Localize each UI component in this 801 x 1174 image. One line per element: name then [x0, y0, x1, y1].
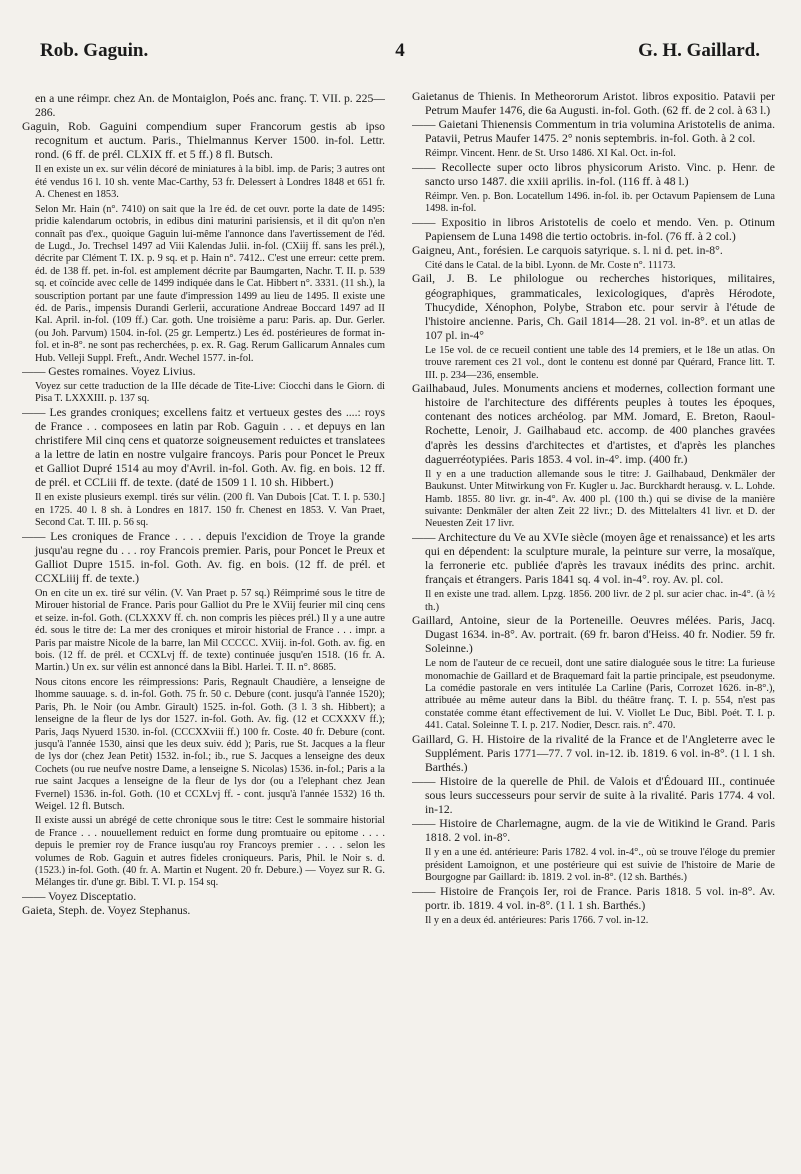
entry-grandes-croniques: —— Les grandes croniques; excellens faitz et vertueux gestes des ....: roys de France . . composees en latin par Rob. Gaguin . . . et depuys en lan christifere Mil cinq cens et quatorze soigneusement reduictes et translatees a la lettre de latin en nostre vulgaire francoys. Paris pour Poncet le Preux et Galliot Dupré 1514 au moy d'Avril. in-fol. Goth. Av. fig. en bois. 12 ff. de prél. et CCLiii ff. de texte. (daté de 1509 1 l. 10 sh. Hibbert.) [22, 405, 385, 490]
entry-gestes-romaines: —— Gestes romaines. Voyez Livius. [22, 364, 196, 378]
entry-gailhabaud: Gailhabaud, Jules. Monuments anciens et modernes, collection formant une histoire de l'architecture des différents peuples à toutes les époques, contenant des notices archéolog. par MM. Jomard, E. Breton, Raoul-Rochette, Lenoir, J. Gailhabaud etc. accomp. de 400 planches gravées d'après les dessins d'architectes et d'artistes, et d'après les planches daguerréotypiées. Paris 1853. 4 vol. in-4°. imp. (400 fr.) [412, 382, 775, 466]
entry-note: Il y en a une éd. antérieure: Paris 1782. 4 vol. in-4°., où se trouve l'éloge du premier président Lamoignon, et une postérieure qui est suivie de l'histoire de Marie de Bourgogne par Gaillard: ib. 1819. 2 vol. in-8°. (12 sh. Barthés.) [425, 847, 775, 884]
entry-note: Il en existe plusieurs exempl. tirés sur vélin. (200 fl. Van Dubois [Cat. T. I. p. 530.] en 1725. 40 l. 8 sh. à Londres en 1817. 150 fr. Chenest en 1853. V. Van Praet, Second Cat. T. III. p. 56 sq. [35, 492, 385, 529]
page-header [40, 40, 760, 66]
entry-note: Voyez sur cette traduction de la IIIe décade de Tite-Live: Ciocchi dans le Giorn. di Pisa T. LXXXIII. p. 137 sq. [35, 381, 385, 405]
page-number: 4 [395, 40, 405, 61]
entry-expositio: —— Expositio in libros Aristotelis de coelo et mendo. Ven. p. Otinum Papiensem de Luna 1498 die tertio octobris. in-fol. (76 ff. à 2 col.) [412, 215, 775, 243]
entry-note: Il y en a une traduction allemande sous le titre: J. Gailhabaud, Denkmäler der Baukunst. Unter Mitwirkung von Fr. Kugler u. Jac. Burckhardt herausg. v. L. Lohde. Hamb. 1855. 80 livr. gr. in-4°. Av. 400 pl. (100 th.) qui se divise de la manière suivante: Denkmäler der alten Zeit 22 livr.; D. des Mittelalters 41 livr. et D. der Neuesten Zeit 17 livr. [425, 468, 775, 530]
entry-gaieta: Gaieta, Steph. de. Voyez Stephanus. [22, 903, 191, 917]
entry-gaietanus: Gaietanus de Thienis. In Metheororum Aristot. libros expositio. Patavii per Petrum Maufer 1476, die 6a Augusti. in-fol. Goth. (62 ff. de 2 col. à 63 l.) [412, 90, 775, 118]
entry-note: Il en existe une trad. allem. Lpzg. 1856. 200 livr. de 2 pl. sur acier chac. in-4°. (à ½ th.) [425, 589, 775, 613]
entry-croniques-de-france: —— Les croniques de France . . . . depuis l'excidion de Troye la grande jusqu'au regne du . . . roy Francois premier. Paris, pour Poncet le Preux et Galliot Dupre 1515. in-fol. Goth. Av. fig. en bois. (12 ff. de prél. et CCXLiiij ff. de texte.) [22, 529, 385, 585]
entry-note: Réimpr. Ven. p. Bon. Locatellum 1496. in-fol. ib. per Octavum Papiensem de Luna 1498. in-fol. [425, 190, 775, 215]
entry-note: Il en existe un ex. sur vélin décoré de miniatures à la bibl. imp. de Paris; 3 autres ont été vendus 16 l. 10 sh. vente Mac-Carthy, 53 fr. Delessert à Londres 1848 et 651 fr. A. Chenest en 1853. [35, 164, 385, 201]
entry-note: en a une réimpr. chez An. de Montaiglon, Poés anc. franç. T. VII. p. 225—286. [35, 92, 385, 120]
header-right: G. H. Gaillard. [638, 40, 760, 61]
entry-note: Il y en a deux éd. antérieures: Paris 1766. 7 vol. in-12. [425, 914, 649, 926]
entry-note: Le nom de l'auteur de ce recueil, dont une satire dialoguée sous le titre: La furieuse monomachie de Gaillard et de Braquemard fait la partie principale, est pseudonyme. La comédie pastorale en vers intitulée La Carline (Paris, Corrozet 1626. in-8°.), attribuée au même auteur dans la Bibl. du théâtre franç. T. I. p. 554, n'est pas constatée comme étant effectivement de lui. V. Viollet Le Duc, Bibl. Poét. T. I. p. 441. Catal. Soleinne T. I. p. 217. Nodier, Descr. rais. n°. 470. [425, 658, 775, 732]
entry-gaguin: Gaguin, Rob. Gaguini compendium super Francorum gestis ab ipso recognitum et auctum. Paris., Thielmannus Kerver 1500. in-fol. Lettr. rond. (6 ff. de prél. CLXIX ff. et 5 ff.) 8 fl. Butsch. [22, 120, 385, 162]
entry-commentum: —— Gaietani Thienensis Commentum in tria volumina Aristotelis de anima. Patavii, Petrus Maufer 1475. 2° nonis septembris. in-fol. Goth. à 2 col. [412, 118, 775, 146]
entry-note: Cité dans le Catal. de la bibl. Lyonn. de Mr. Coste n°. 11173. [425, 260, 676, 272]
entry-note: Réimpr. Vincent. Henr. de St. Urso 1486. XI Kal. Oct. in-fol. [425, 148, 676, 160]
entry-note: Nous citons encore les réimpressions: Paris, Regnault Chaudière, a lenseigne de lhomme sauuage. s. d. in-fol. Goth. 75 fr. 50 c. Debure (cont. jusqu'à l'année 1520); Paris, Ph. le Noir (ou Ambr. Girault) 1525. in-fol. Goth. (3 l. 3 sh. Hibbert); a lenseigne de la fleur de lys dor 1527. in-fol. Goth. Av. fig. (12 et CCXXXV ff.); Paris, Jaqs Nyuerd 1530. in-fol. (CCCXXviii ff.) 100 fr. Coste. 40 fr. Debure (cont. jusqu'à l'année 1530, ainsi que les deux suiv. édd ); Paris, rue St. Jacques a la fleur de lys dor (chez Jean Petit) 1532. in-fol.; ib., rue S. Jacques a lenseigne des deux Cochets (ou rue neufve nostre Dame, a lenseigne S. Nicolas) 1536. in-fol.; Paris a la rue saint Jacques a lenseigne de la fleur de lys dor (ou a l'elephant chez Jean Fvernel) 1536. in-fol. Goth. (10 et CCXLvj ff. - cont. jusqu'à l'année 1532) 16 th. Weigel. 12 fl. Butsch. [35, 676, 385, 812]
entry-gaillard-gh: Gaillard, G. H. Histoire de la rivalité de la France et de l'Angleterre avec le Supplément. Paris 1771—77. 7 vol. in-12. ib. 1819. 6 vol. in-8°. (1 l. 1 sh. Barthés.) [412, 732, 775, 774]
entry-note: On en cite un ex. tiré sur vélin. (V. Van Praet p. 57 sq.) Réimprimé sous le titre de Mirouer historial de France. Paris pour Galliot du Pre le XViij feurier mil cinq cens et seize. in-fol. Goth. (CLXXXV ff. ch. non compris les pièces prél.) Il y a une autre éd. sous le titre de: La mer des croniques et miroir historial de France . . . impr. a Paris par maistre Nicole de la barre, lan Mil CCCCC. XViij. in-fol. Goth. av. fig. en bois. (12 ff. de prél. et CCXLvj ff. de texte) continuée jusqu'en 1518. (16 fr. A. Martin.) Un ex. sur vélin est annoncé dans la Bibl. Harlei. T. II. n°. 8685. [35, 588, 385, 674]
entry-disceptatio: —— Voyez Disceptatio. [22, 889, 137, 903]
entry-recollecte: —— Recollecte super octo libros physicorum Aristo. Vinc. p. Henr. de sancto urso 1487. die xxiii aprilis. in-fol. (116 ff. à 48 l.) [412, 160, 775, 188]
right-column [412, 90, 775, 1164]
entry-gaigneu: Gaigneu, Ant., forésien. Le carquois satyrique. s. l. ni d. pet. in-8°. [412, 243, 723, 257]
entry-architecture: —— Architecture du Ve au XVIe siècle (moyen âge et renaissance) et les arts qui en dépendent: la sculpture murale, la peinture sur verre, la mosaïque, la ferronerie etc. publiée d'après les travaux inédits des princ. archit. français et étrangers. Paris 1841 sq. 4 vol. in-4°. roy. Av. pl. col. [412, 530, 775, 587]
entry-note: Selon Mr. Hain (n°. 7410) on sait que la 1re éd. de cet ouvr. porte la date de 1495: pridie kalendarum octobris, in edibus dini maturini parisiensis, et il dit qu'on n'en connaît pas d'ex., quoique Gaguin lui-même l'annonce dans l'avertissement de l'éd. de Lugd., Jo. Trechsel 1497 ad Viii Kalendas Julii. in-fol. (CXiij ff. sans les prél.), décrite par Clément T. IX. p. 9 sq. et p. Hain n°. 7412.. C'est une erreur: cette prem. éd. de 138 ff. pet. in-fol. est amplement décrite par Baumgarten, Nachr. T. II. p. 539 sq. et coïncide avec celle de 1499 indiquée dans le Cat. Hibbert n°. 3331. (11 sh.), la souscription portant par une faute d'impression 1499 au lieu de 1495. Il existe une éd. de Paris., impensis Durandi Gerlerii, accuratione Andreae Boccard 1497 ad II Kal. April. in-fol. (109 ff.) Car. goth. Une troisième a paru: Paris. ap. Dur. Gerler. (ou Joh. Parvum) 1504. in-fol. (25 gr. Lempertz.) Les éd. postérieures de format in-fol. et in-8°. ne sont pas recherchées, p. ex. R. Gag. Rerum Gallicarum Annales cum Hub. Velleji Suppl. Freft., Andr. Wechel 1577. in-fol. [35, 203, 385, 364]
entry-gaillard-antoine: Gaillard, Antoine, sieur de la Porteneille. Oeuvres mélées. Paris, Jacq. Dugast 1634. in-8°. Av. portrait. (69 fr. baron d'Heiss. 40 fr. Nodier. 59 fr. Soleinne.) [412, 613, 775, 656]
left-column [22, 90, 385, 1164]
entry-gail: Gail, J. B. Le philologue ou recherches historiques, militaires, géographiques, grammaticales, lexicologiques, d'après Hérodote, Thucydide, Xénophon, Polybe, Strabon etc. pour servir à l'étude de l'histoire ancienne. Paris, Ch. Gail 1814—28. 21 vol. in-8°. et un atlas de 107 pl. in-4° [412, 272, 775, 342]
entry-querelle: —— Histoire de la querelle de Phil. de Valois et d'Édouard III., continuée sous leurs successeurs pour servir de suite à la rivalité. Paris 1774. 4 vol. in-12. [412, 774, 775, 817]
entry-francois: —— Histoire de François Ier, roi de France. Paris 1818. 5 vol. in-8°. Av. portr. ib. 1819. 4 vol. in-8°. (1 l. 1 sh. Barthés.) [412, 884, 775, 912]
header-left: Rob. Gaguin. [40, 40, 149, 61]
entry-note: Il existe aussi un abrégé de cette chronique sous le titre: Cest le sommaire historial de France . . . nouuellement reduict en forme dung promtuaire ou epitome . . . . depuis le premier roy de France iusqu'au roy Francoys premier . . . . selon les volumes de Rob. Gaguin et autres fideles croniqueurs. Paris, Phil. le Noir s. d. (1523.) in-fol. Goth. (40 fr. A. Martin et Nugent. 20 fr. Debure.) — Voyez sur R. G. Mélanges tir. d'une gr. Bibl. T. VI. p. 154 sq. [35, 815, 385, 889]
entry-charlemagne: —— Histoire de Charlemagne, augm. de la vie de Witikind le Grand. Paris 1818. 2 vol. in-8°. [412, 817, 775, 845]
entry-note: Le 15e vol. de ce recueil contient une table des 14 premiers, et le 18e un atlas. On trouve rarement ces 21 vol., dont le contenu est donné par Quérard, France litt. T. III. p. 234—236, ensemble. [425, 344, 775, 381]
